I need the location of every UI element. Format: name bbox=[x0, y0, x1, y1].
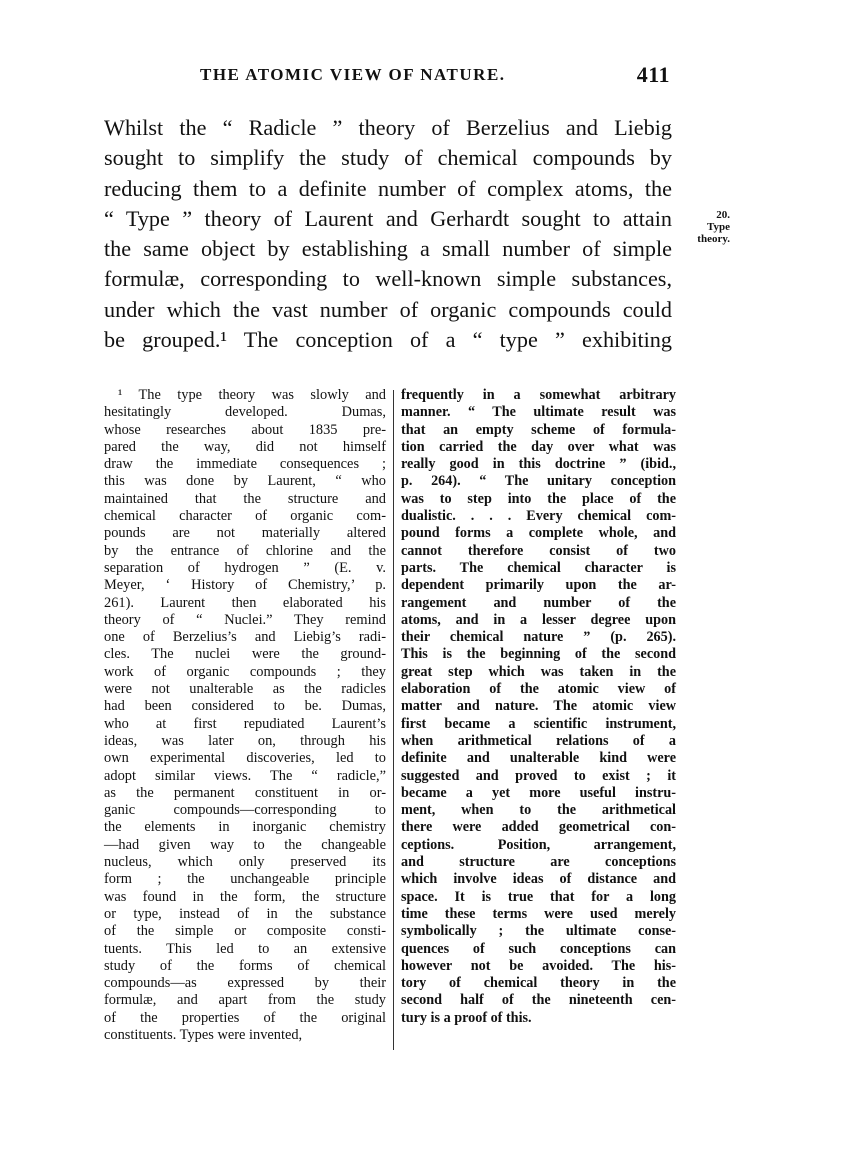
footnote-line: however not be avoided. The his- bbox=[401, 957, 676, 974]
footnote-line: atoms, and in a lesser degree upon bbox=[401, 611, 676, 628]
footnote-left-column bbox=[104, 387, 386, 1044]
main-text-line: sought to simplify the study of chemical compounds by bbox=[104, 145, 672, 171]
margin-note-line: theory. bbox=[697, 233, 730, 245]
main-text-line: reducing them to a definite number of complex atoms, the bbox=[104, 175, 672, 201]
footnote-line: who at first repudiated Laurent’s bbox=[104, 715, 386, 732]
footnote-line: 261). Laurent then elaborated his bbox=[104, 594, 386, 611]
footnote-line: rangement and number of the bbox=[401, 594, 676, 611]
footnote-line: ceptions. Position, arrangement, bbox=[401, 836, 676, 853]
main-text-line: the same object by establishing a small number of simple bbox=[104, 236, 672, 262]
footnote-line: chemical character of organic com- bbox=[104, 508, 386, 525]
footnote-line: ganic compounds—corresponding to bbox=[104, 802, 386, 819]
running-head bbox=[104, 62, 670, 92]
footnote-line: space. It is true that for a long bbox=[401, 888, 676, 905]
footnote-line: maintained that the structure and bbox=[104, 490, 386, 507]
footnote-line: frequently in a somewhat arbitrary bbox=[401, 387, 676, 403]
footnote-line: form ; the unchangeable principle bbox=[104, 871, 386, 888]
column-divider bbox=[393, 390, 394, 1050]
footnote-line: of the properties of the original bbox=[104, 1009, 386, 1026]
footnote-line: tury is a proof of this. bbox=[401, 1009, 532, 1026]
margin-note-number: 20. bbox=[716, 209, 730, 221]
footnote-line: was found in the form, the structure bbox=[104, 888, 386, 905]
footnote-line: and structure are conceptions bbox=[401, 854, 676, 871]
footnote-line: that an empty scheme of formula- bbox=[401, 421, 676, 438]
footnote-line: This is the beginning of the second bbox=[401, 646, 676, 663]
footnote-line: definite and unalterable kind were bbox=[401, 750, 676, 767]
footnote-line: ment, when to the arithmetical bbox=[401, 802, 676, 819]
footnote-line: dualistic. . . . Every chemical com- bbox=[401, 508, 676, 525]
main-text-line: “ Type ” theory of Laurent and Gerhardt sought to attain bbox=[104, 205, 672, 231]
footnote-line: or type, instead of in the substance bbox=[104, 905, 386, 922]
footnote-line: had been considered to be. Dumas, bbox=[104, 698, 386, 715]
footnote-line: first became a scientific instrument, bbox=[401, 715, 676, 732]
footnote-line: adopt similar views. The “ radicle,” bbox=[104, 767, 386, 784]
footnote-line: symbolically ; the ultimate conse- bbox=[401, 923, 676, 940]
footnote-line: were not unalterable as the radicles bbox=[104, 681, 386, 698]
footnote-line: by the entrance of chlorine and the bbox=[104, 542, 386, 559]
footnote-line: manner. “ The ultimate result was bbox=[401, 404, 676, 421]
footnote-line: of the simple or composite consti- bbox=[104, 923, 386, 940]
footnote-line: study of the forms of chemical bbox=[104, 957, 386, 974]
page-number: 411 bbox=[636, 62, 670, 87]
margin-note bbox=[674, 209, 730, 245]
footnote-line: tion carried the day over what was bbox=[401, 438, 676, 455]
main-text-line: under which the vast number of organic compounds could bbox=[104, 296, 672, 322]
footnote-line: quences of such conceptions can bbox=[401, 940, 676, 957]
footnote-line: draw the immediate consequences ; bbox=[104, 456, 386, 473]
footnote-line: constituents. Types were invented, bbox=[104, 1026, 303, 1043]
main-text-line: be grouped.¹ The conception of a “ type ” exhibiting bbox=[104, 327, 672, 353]
footnote-line: theory of “ Nuclei.” They remind bbox=[104, 611, 386, 628]
footnote-line: p. 264). “ The unitary conception bbox=[401, 473, 676, 490]
main-paragraph bbox=[104, 113, 672, 355]
footnote-line: formulæ, and apart from the study bbox=[104, 992, 386, 1009]
footnote-line: suggested and proved to exist ; it bbox=[401, 767, 676, 784]
footnote-line: work of organic compounds ; they bbox=[104, 663, 386, 680]
footnote-right-column bbox=[401, 387, 676, 1027]
footnote-line: —had given way to the changeable bbox=[104, 836, 386, 853]
footnote-line: as the permanent constituent in or- bbox=[104, 784, 386, 801]
footnote-line: matter and nature. The atomic view bbox=[401, 698, 676, 715]
footnote-line: their chemical nature ” (p. 265). bbox=[401, 629, 676, 646]
footnote-line: great step which was taken in the bbox=[401, 663, 676, 680]
footnote-line: ¹ The type theory was slowly and bbox=[118, 387, 386, 403]
footnote-line: cles. The nuclei were the ground- bbox=[104, 646, 386, 663]
footnote-line: pared the way, did not himself bbox=[104, 438, 386, 455]
footnote-line: which involve ideas of distance and bbox=[401, 871, 676, 888]
footnote-line: second half of the nineteenth cen- bbox=[401, 992, 676, 1009]
footnote-line: pound forms a complete whole, and bbox=[401, 525, 676, 542]
footnote-line: nucleus, which only preserved its bbox=[104, 854, 386, 871]
main-text-line: formulæ, corresponding to well-known simple substances, bbox=[104, 266, 672, 292]
footnote-line: parts. The chemical character is bbox=[401, 559, 676, 576]
footnote-line: the elements in inorganic chemistry bbox=[104, 819, 386, 836]
footnote-line: when arithmetical relations of a bbox=[401, 732, 676, 749]
footnote-line: became a yet more useful instru- bbox=[401, 784, 676, 801]
footnote-line: elaboration of the atomic view of bbox=[401, 681, 676, 698]
footnote-line: was to step into the place of the bbox=[401, 490, 676, 507]
main-text-line: Whilst the “ Radicle ” theory of Berzelius and Liebig bbox=[104, 115, 672, 140]
footnote-line: pounds are not materially altered bbox=[104, 525, 386, 542]
footnote-line: this was done by Laurent, “ who bbox=[104, 473, 386, 490]
footnote-line: whose researches about 1835 pre- bbox=[104, 421, 386, 438]
running-title: THE ATOMIC VIEW OF NATURE. bbox=[200, 65, 506, 84]
footnote-line: own experimental discoveries, led to bbox=[104, 750, 386, 767]
footnote-line: one of Berzelius’s and Liebig’s radi- bbox=[104, 629, 386, 646]
margin-note-line: Type bbox=[706, 221, 730, 233]
footnote-line: compounds—as expressed by their bbox=[104, 975, 386, 992]
footnote-line: separation of hydrogen ” (E. v. bbox=[104, 559, 386, 576]
footnote-line: hesitatingly developed. Dumas, bbox=[104, 404, 386, 421]
footnote-line: tory of chemical theory in the bbox=[401, 975, 676, 992]
footnote-line: Meyer, ‘ History of Chemistry,’ p. bbox=[104, 577, 386, 594]
footnote-line: cannot therefore consist of two bbox=[401, 542, 676, 559]
footnote-line: dependent primarily upon the ar- bbox=[401, 577, 676, 594]
footnote-line: there were added geometrical con- bbox=[401, 819, 676, 836]
footnote-line: really good in this doctrine ” (ibid., bbox=[401, 456, 676, 473]
footnote-line: ideas, was later on, through his bbox=[104, 732, 386, 749]
footnote-line: tuents. This led to an extensive bbox=[104, 940, 386, 957]
footnote-line: time these terms were used merely bbox=[401, 905, 676, 922]
